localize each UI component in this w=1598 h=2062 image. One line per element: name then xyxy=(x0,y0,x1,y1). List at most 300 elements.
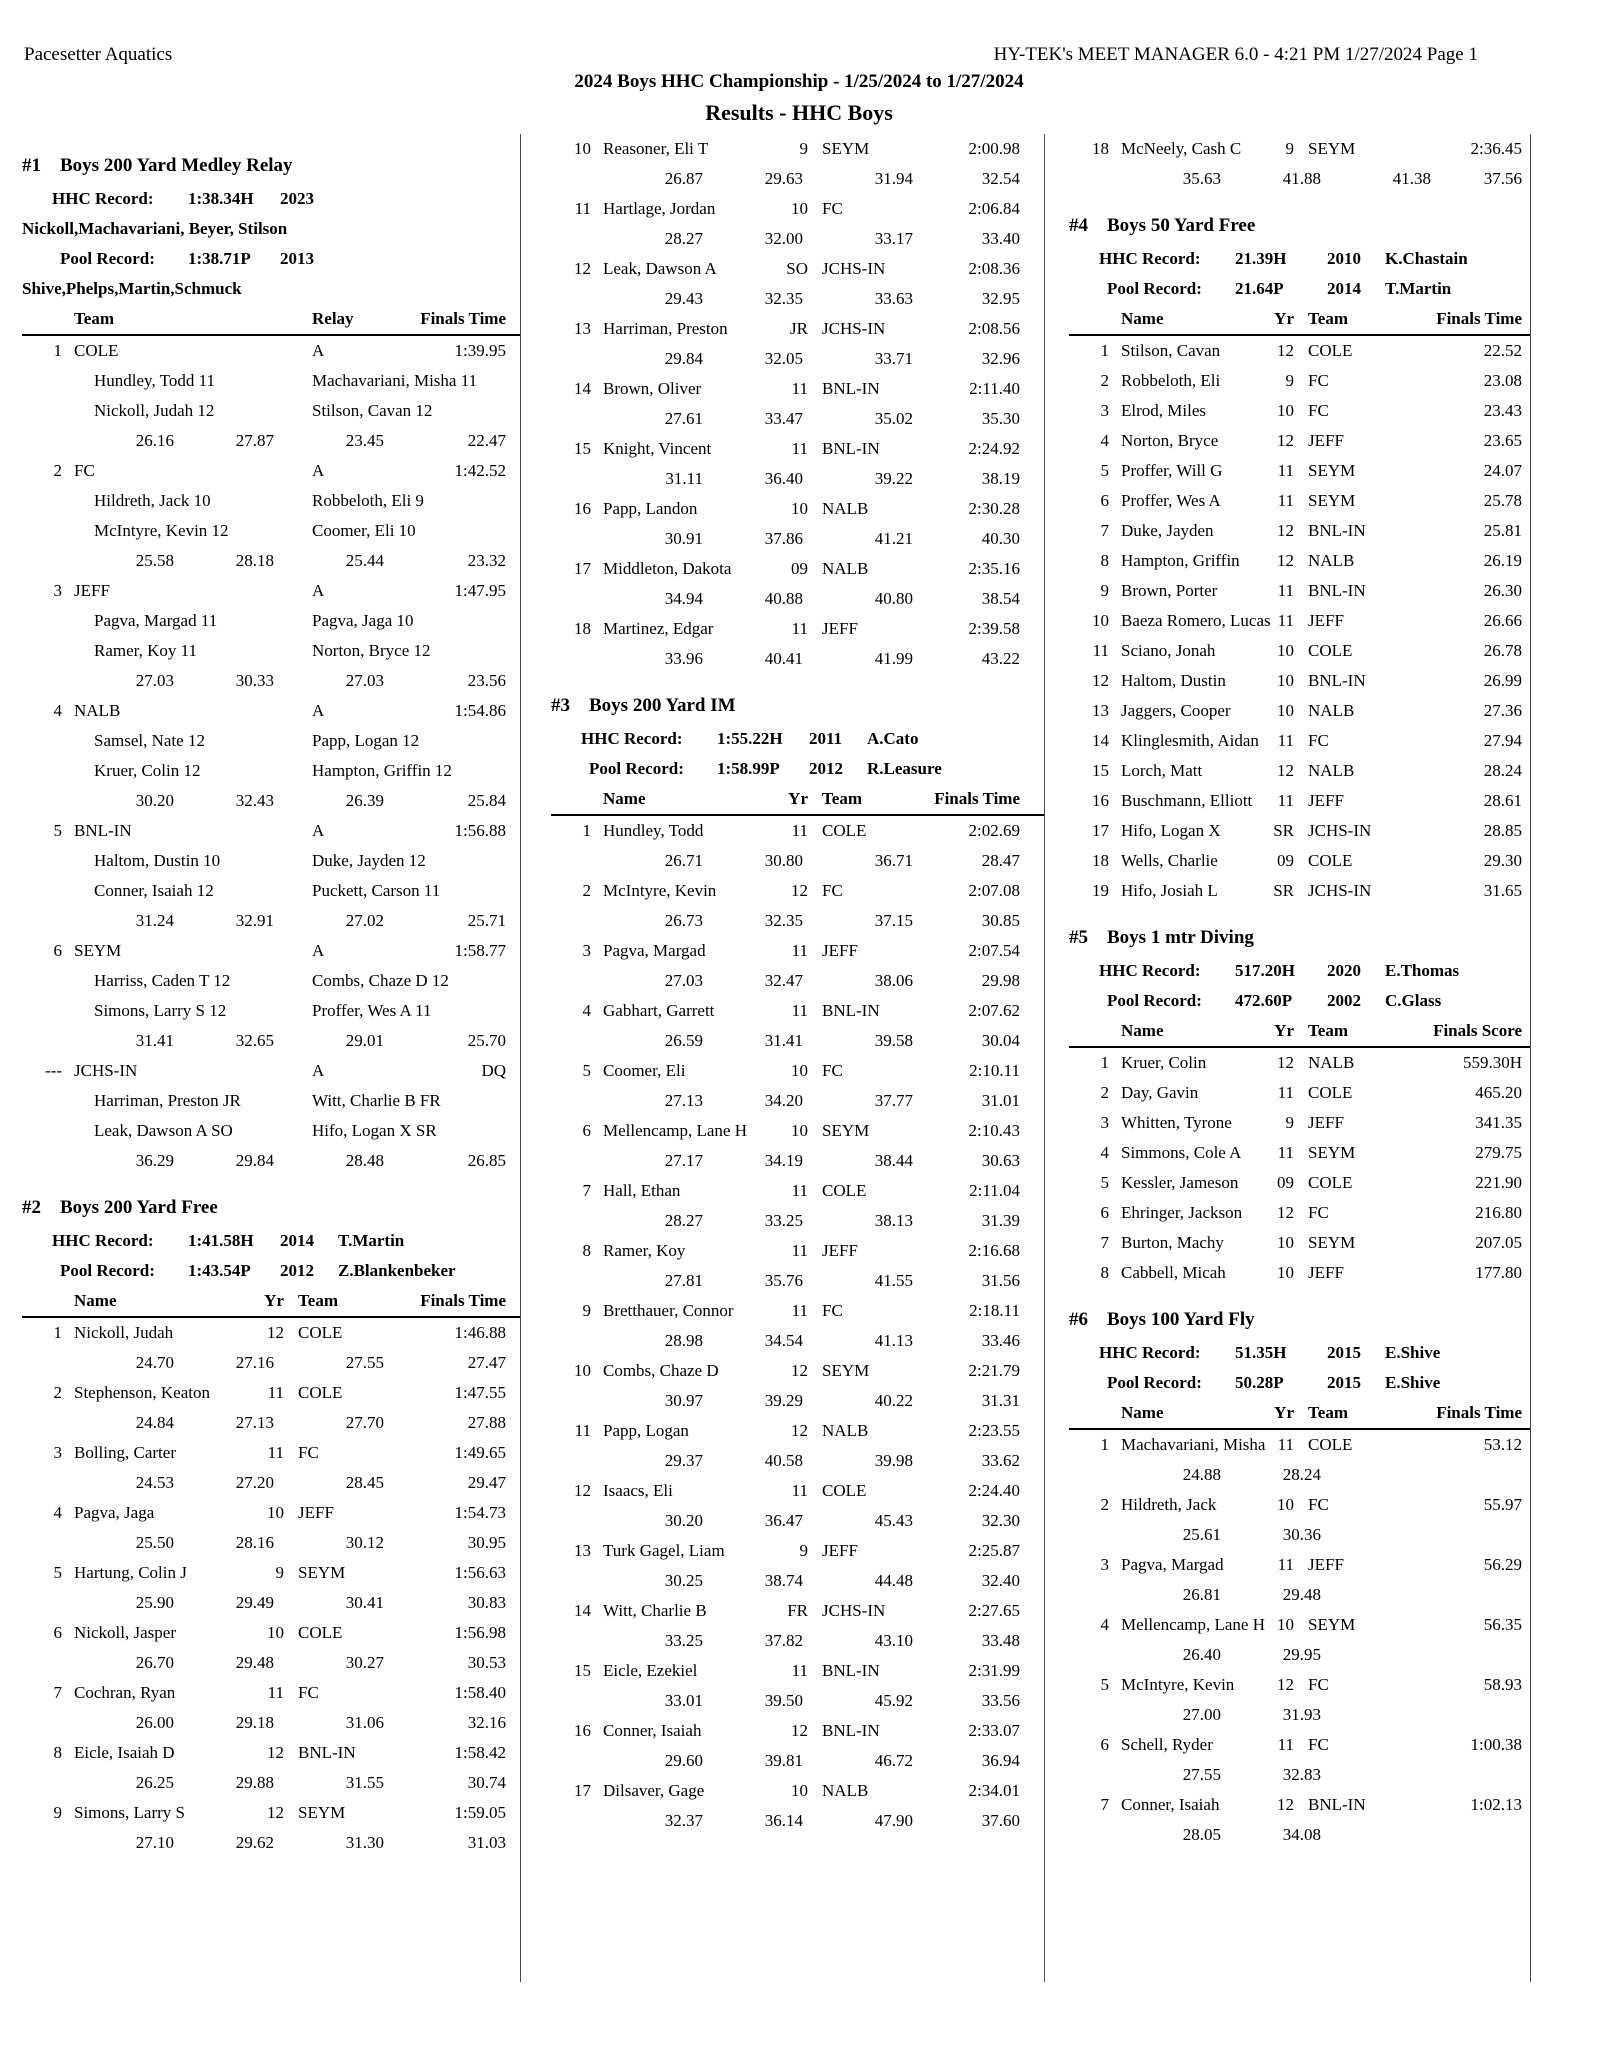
team-name: BNL-IN xyxy=(298,1743,356,1762)
team-name: SEYM xyxy=(822,1121,870,1140)
split-time: 28.27 xyxy=(664,229,703,248)
split-time: 31.55 xyxy=(345,1773,384,1792)
finals-time: 177.80 xyxy=(1475,1263,1522,1282)
split-time: 31.01 xyxy=(981,1091,1020,1110)
place-cell: 14 xyxy=(574,379,591,398)
swimmer-name: Combs, Chaze D xyxy=(603,1361,719,1380)
split-time xyxy=(1431,1520,1522,1550)
record-label: Pool Record: xyxy=(1107,279,1202,298)
split-time: 31.30 xyxy=(345,1833,384,1852)
year-cell: 11 xyxy=(1277,1735,1294,1754)
swimmer-name: Papp, Logan 12 xyxy=(312,731,420,750)
place-cell: 3 xyxy=(1100,401,1109,420)
finals-time: 2:24.40 xyxy=(968,1481,1020,1500)
split-time: 32.00 xyxy=(764,229,803,248)
swimmer-name: Leak, Dawson A SO xyxy=(94,1121,233,1140)
split-time xyxy=(1431,1580,1522,1610)
split-time: 29.95 xyxy=(1282,1645,1321,1664)
record-value: 1:41.58H xyxy=(188,1231,254,1250)
finals-time: 1:47.95 xyxy=(454,581,506,600)
split-time: 40.22 xyxy=(874,1391,913,1410)
results-header xyxy=(22,1286,520,1318)
split-time: 36.29 xyxy=(135,1151,174,1170)
record-value: 472.60P xyxy=(1235,991,1293,1010)
year-cell: 11 xyxy=(791,379,808,398)
result-row xyxy=(551,1596,1044,1626)
page-header xyxy=(0,0,1598,66)
team-name: NALB xyxy=(822,559,869,578)
finals-time: 2:11.04 xyxy=(969,1181,1020,1200)
swimmer-name: Klinglesmith, Aidan xyxy=(1121,731,1259,750)
split-time: 32.05 xyxy=(764,349,803,368)
year-cell: 11 xyxy=(1277,581,1294,600)
team-name: FC xyxy=(1308,1203,1329,1222)
record-label: HHC Record: xyxy=(581,729,683,748)
record-holder: Z.Blankenbeker xyxy=(338,1261,456,1280)
swimmer-name: Nickoll, Judah 12 xyxy=(94,401,215,420)
split-time: 36.94 xyxy=(981,1751,1020,1770)
year-cell: 11 xyxy=(267,1683,284,1702)
split-time: 29.48 xyxy=(1282,1585,1321,1604)
split-time: 37.82 xyxy=(764,1631,803,1650)
split-time: 32.30 xyxy=(981,1511,1020,1530)
record-holder xyxy=(338,244,520,274)
swimmer-name: Nickoll, Judah xyxy=(74,1323,174,1342)
swimmer-name: Cochran, Ryan xyxy=(74,1683,176,1702)
finals-time: 23.65 xyxy=(1483,431,1522,450)
result-row xyxy=(551,1176,1044,1206)
result-row xyxy=(1069,756,1530,786)
header-team: Team xyxy=(1308,1403,1348,1422)
finals-time: 26.66 xyxy=(1483,611,1522,630)
swimmer-name: Knight, Vincent xyxy=(603,439,712,458)
result-row xyxy=(551,134,1044,164)
split-time: 27.10 xyxy=(135,1833,174,1852)
split-time: 27.47 xyxy=(467,1353,506,1372)
split-time: 33.96 xyxy=(664,649,703,668)
finals-time: 216.80 xyxy=(1475,1203,1522,1222)
team-name: JCHS-IN xyxy=(822,1601,886,1620)
swimmer-name: Stilson, Cavan 12 xyxy=(312,401,433,420)
year-cell: 12 xyxy=(1277,1795,1294,1814)
split-time: 34.54 xyxy=(764,1331,803,1350)
split-time: 29.49 xyxy=(235,1593,274,1612)
split-time: 38.06 xyxy=(874,971,913,990)
finals-time: 22.52 xyxy=(1483,341,1522,360)
year-cell: SR xyxy=(1273,881,1294,900)
finals-time: 28.85 xyxy=(1483,821,1522,840)
finals-time: 58.93 xyxy=(1483,1675,1522,1694)
splits-row xyxy=(1069,1640,1530,1670)
year-cell: 11 xyxy=(791,1241,808,1260)
finals-time: 559.30H xyxy=(1462,1053,1522,1072)
place-cell: 3 xyxy=(582,941,591,960)
relay-swimmers-row xyxy=(22,846,520,876)
split-time: 27.61 xyxy=(664,409,703,428)
swimmer-name: Bolling, Carter xyxy=(74,1443,176,1462)
place-cell: 12 xyxy=(1092,671,1109,690)
team-name: JEFF xyxy=(822,1541,858,1560)
year-cell: 12 xyxy=(1277,341,1294,360)
finals-time: 23.08 xyxy=(1483,371,1522,390)
splits-row xyxy=(551,1626,1044,1656)
relay-swimmers-row xyxy=(22,876,520,906)
swimmer-name: Kruer, Colin xyxy=(1121,1053,1207,1072)
header-name: Name xyxy=(1121,309,1164,328)
team-name: BNL-IN xyxy=(822,1001,880,1020)
split-time: 37.56 xyxy=(1483,169,1522,188)
team-name: SEYM xyxy=(74,941,122,960)
place-cell: 5 xyxy=(1100,1675,1109,1694)
swimmer-name: Mellencamp, Lane H xyxy=(603,1121,747,1140)
header-team: Team xyxy=(74,309,114,328)
split-time: 28.16 xyxy=(235,1533,274,1552)
header-place xyxy=(22,304,62,334)
split-time xyxy=(1431,1460,1522,1490)
results-header xyxy=(22,304,520,336)
record-holder: T.Martin xyxy=(1385,279,1452,298)
swimmer-name: Puckett, Carson 11 xyxy=(312,881,441,900)
swimmer-name: Pagva, Margad 11 xyxy=(94,611,218,630)
record-label: Pool Record: xyxy=(589,759,684,778)
relay-letter: A xyxy=(312,581,325,600)
team-name: SEYM xyxy=(822,139,870,158)
result-row xyxy=(551,1716,1044,1746)
year-cell: 11 xyxy=(267,1383,284,1402)
split-time: 37.15 xyxy=(874,911,913,930)
swimmer-name: McIntyre, Kevin 12 xyxy=(94,521,229,540)
team-name: FC xyxy=(298,1443,319,1462)
header-team: Team xyxy=(1308,309,1348,328)
split-time: 39.50 xyxy=(764,1691,803,1710)
split-time: 32.96 xyxy=(981,349,1020,368)
record-line xyxy=(1069,1338,1530,1368)
split-time: 34.19 xyxy=(764,1151,803,1170)
result-row xyxy=(551,936,1044,966)
finals-time: 2:36.45 xyxy=(1470,139,1522,158)
year-cell: 12 xyxy=(1277,551,1294,570)
place-cell: 4 xyxy=(53,1503,62,1522)
swimmer-name: Norton, Bryce xyxy=(1121,431,1219,450)
swimmer-name: Witt, Charlie B FR xyxy=(312,1091,441,1110)
split-time: 40.58 xyxy=(764,1451,803,1470)
place-cell: 5 xyxy=(1100,1173,1109,1192)
result-row xyxy=(22,1798,520,1828)
record-value: 50.28P xyxy=(1235,1373,1284,1392)
split-time: 28.98 xyxy=(664,1331,703,1350)
split-time: 28.24 xyxy=(1282,1465,1321,1484)
swimmer-name: Schell, Ryder xyxy=(1121,1735,1213,1754)
swimmer-name: Ehringer, Jackson xyxy=(1121,1203,1243,1222)
year-cell: 11 xyxy=(1277,1435,1294,1454)
split-time: 33.56 xyxy=(981,1691,1020,1710)
record-year: 2015 xyxy=(1327,1343,1361,1362)
relay-swimmers-row xyxy=(22,1086,520,1116)
split-time: 27.13 xyxy=(235,1413,274,1432)
finals-time: 25.81 xyxy=(1483,521,1522,540)
split-time: 29.48 xyxy=(235,1653,274,1672)
place-cell: 6 xyxy=(1100,1735,1109,1754)
split-time: 29.84 xyxy=(664,349,703,368)
swimmer-name: Pagva, Jaga xyxy=(74,1503,155,1522)
finals-time: 31.65 xyxy=(1483,881,1522,900)
place-cell: 17 xyxy=(574,1781,591,1800)
split-time: 33.62 xyxy=(981,1451,1020,1470)
year-cell: 10 xyxy=(1277,1615,1294,1634)
team-name: COLE xyxy=(1308,641,1353,660)
finals-time: 56.29 xyxy=(1483,1555,1522,1574)
record-holder: E.Shive xyxy=(1385,1373,1441,1392)
header-finals: Finals Time xyxy=(1436,1403,1522,1422)
team-name: FC xyxy=(822,1061,843,1080)
record-year: 2015 xyxy=(1327,1373,1361,1392)
split-time: 27.55 xyxy=(345,1353,384,1372)
year-cell: 10 xyxy=(267,1503,284,1522)
team-name: COLE xyxy=(298,1623,343,1642)
header-year: Yr xyxy=(1274,1403,1294,1422)
record-label: HHC Record: xyxy=(1099,1343,1201,1362)
year-cell: FR xyxy=(787,1601,808,1620)
place-cell: 2 xyxy=(1100,371,1109,390)
result-row xyxy=(551,254,1044,284)
record-year: 2014 xyxy=(280,1231,314,1250)
place-cell: --- xyxy=(45,1061,62,1080)
place-cell: 3 xyxy=(1100,1113,1109,1132)
record-value: 1:38.34H xyxy=(188,189,254,208)
swimmer-name: Robbeloth, Eli xyxy=(1121,371,1221,390)
swimmer-name: Hartung, Colin J xyxy=(74,1563,187,1582)
split-time: 41.21 xyxy=(874,529,913,548)
split-time: 37.77 xyxy=(874,1091,913,1110)
split-time: 35.30 xyxy=(981,409,1020,428)
team-name: JCHS-IN xyxy=(822,319,886,338)
year-cell: 9 xyxy=(1285,371,1294,390)
splits-row xyxy=(1069,1520,1530,1550)
team-name: FC xyxy=(1308,401,1329,420)
swimmer-name: Mellencamp, Lane H xyxy=(1121,1615,1265,1634)
swimmer-name: Simons, Larry S xyxy=(74,1803,185,1822)
year-cell: 11 xyxy=(1277,791,1294,810)
record-line xyxy=(1069,986,1530,1016)
record-value: 1:58.99P xyxy=(717,759,780,778)
place-cell: 3 xyxy=(1100,1555,1109,1574)
event-number: #1 xyxy=(22,155,41,176)
result-row xyxy=(551,1656,1044,1686)
finals-time: 2:31.99 xyxy=(968,1661,1020,1680)
place-cell: 7 xyxy=(1100,1795,1109,1814)
split-time: 27.13 xyxy=(664,1091,703,1110)
result-row xyxy=(1069,666,1530,696)
split-time: 32.16 xyxy=(467,1713,506,1732)
swimmer-name: Simons, Larry S 12 xyxy=(94,1001,227,1020)
finals-time: 2:21.79 xyxy=(968,1361,1020,1380)
finals-time: 2:23.55 xyxy=(968,1421,1020,1440)
split-time: 33.71 xyxy=(874,349,913,368)
record-line xyxy=(1069,1368,1530,1398)
relay-swimmers-row xyxy=(22,756,520,786)
finals-time: 1:58.77 xyxy=(454,941,506,960)
swimmer-name: Proffer, Wes A 11 xyxy=(312,1001,432,1020)
swimmer-name: Lorch, Matt xyxy=(1121,761,1203,780)
splits-row xyxy=(22,1588,520,1618)
finals-time: 2:10.43 xyxy=(968,1121,1020,1140)
year-cell: 10 xyxy=(1277,1495,1294,1514)
record-holder: E.Thomas xyxy=(1385,961,1460,980)
finals-time: 2:24.92 xyxy=(968,439,1020,458)
split-time: 30.20 xyxy=(664,1511,703,1530)
swimmer-name: Elrod, Miles xyxy=(1121,401,1206,420)
split-time: 27.17 xyxy=(664,1151,703,1170)
team-name: JEFF xyxy=(822,941,858,960)
splits-row xyxy=(551,1026,1044,1056)
place-cell: 5 xyxy=(1100,461,1109,480)
finals-time: 26.30 xyxy=(1483,581,1522,600)
result-row xyxy=(551,494,1044,524)
place-cell: 10 xyxy=(574,1361,591,1380)
swimmer-name: Kruer, Colin 12 xyxy=(94,761,201,780)
result-row xyxy=(551,374,1044,404)
finals-time: 2:02.69 xyxy=(968,821,1020,840)
relay-swimmers-row xyxy=(22,1116,520,1146)
year-cell: 12 xyxy=(1277,431,1294,450)
split-time: 26.71 xyxy=(664,851,703,870)
result-row xyxy=(22,1618,520,1648)
place-cell: 8 xyxy=(53,1743,62,1762)
split-time: 27.02 xyxy=(345,911,384,930)
split-time xyxy=(1431,1700,1522,1730)
splits-row xyxy=(551,1146,1044,1176)
swimmer-name: Sciano, Jonah xyxy=(1121,641,1216,660)
place-cell: 13 xyxy=(574,319,591,338)
record-holder: K.Chastain xyxy=(1385,249,1468,268)
place-cell: 7 xyxy=(582,1181,591,1200)
header-name: Name xyxy=(603,789,646,808)
result-row xyxy=(551,314,1044,344)
split-time: 26.39 xyxy=(345,791,384,810)
result-row xyxy=(1069,1790,1530,1820)
split-time: 28.47 xyxy=(981,851,1020,870)
year-cell: 10 xyxy=(1277,1233,1294,1252)
relay-letter: A xyxy=(312,821,325,840)
record-label: Pool Record: xyxy=(60,249,155,268)
finals-time: 2:35.16 xyxy=(968,559,1020,578)
team-name: JEFF xyxy=(1308,431,1344,450)
swimmer-name: McNeely, Cash C xyxy=(1121,139,1242,158)
relay-swimmers-row xyxy=(22,606,520,636)
place-cell: 4 xyxy=(53,701,62,720)
swimmer-name: Hampton, Griffin 12 xyxy=(312,761,452,780)
swimmer-name: Duke, Jayden xyxy=(1121,521,1214,540)
year-cell: 9 xyxy=(1285,1113,1294,1132)
swimmer-name: Brown, Oliver xyxy=(603,379,702,398)
split-time: 41.55 xyxy=(874,1271,913,1290)
event-name: Boys 200 Yard Free xyxy=(60,1197,218,1218)
swimmer-name: Hifo, Logan X SR xyxy=(312,1121,437,1140)
split-time: 38.74 xyxy=(764,1571,803,1590)
split-time: 33.17 xyxy=(874,229,913,248)
team-name: FC xyxy=(1308,1495,1329,1514)
team-name: FC xyxy=(822,199,843,218)
record-year: 2023 xyxy=(280,189,314,208)
place-cell: 6 xyxy=(582,1121,591,1140)
record-holder-note: Shive,Phelps,Martin,Schmuck xyxy=(22,279,242,298)
result-row xyxy=(1069,366,1530,396)
finals-time: 2:27.65 xyxy=(968,1601,1020,1620)
split-time: 43.10 xyxy=(874,1631,913,1650)
year-cell: 10 xyxy=(1277,701,1294,720)
result-row xyxy=(1069,636,1530,666)
finals-time: 26.78 xyxy=(1483,641,1522,660)
split-time: 29.63 xyxy=(764,169,803,188)
swimmer-name: Hundley, Todd 11 xyxy=(94,371,215,390)
swimmer-name: McIntyre, Kevin xyxy=(1121,1675,1235,1694)
event-title xyxy=(1069,920,1530,956)
swimmer-name: Harriman, Preston JR xyxy=(94,1091,241,1110)
report-title: Results - HHC Boys xyxy=(705,100,893,125)
split-time: 32.65 xyxy=(235,1031,274,1050)
relay-result-row xyxy=(22,816,520,846)
place-cell: 1 xyxy=(53,1323,62,1342)
split-time: 36.40 xyxy=(764,469,803,488)
split-time: 31.41 xyxy=(764,1031,803,1050)
finals-time: 1:00.38 xyxy=(1470,1735,1522,1754)
year-cell: 10 xyxy=(791,1781,808,1800)
splits-row xyxy=(22,426,520,456)
year-cell: 12 xyxy=(267,1743,284,1762)
split-time: 40.30 xyxy=(981,529,1020,548)
finals-time: 1:54.73 xyxy=(454,1503,506,1522)
split-time: 33.48 xyxy=(981,1631,1020,1650)
finals-time: 56.35 xyxy=(1483,1615,1522,1634)
split-time: 30.53 xyxy=(467,1653,506,1672)
result-row xyxy=(1069,1610,1530,1640)
header-finals: Finals Time xyxy=(1436,309,1522,328)
record-holder-note: Nickoll,Machavariani, Beyer, Stilson xyxy=(22,219,288,238)
finals-time: 53.12 xyxy=(1483,1435,1522,1454)
record-line xyxy=(22,1256,520,1286)
split-time: 30.74 xyxy=(467,1773,506,1792)
results-header xyxy=(1069,1016,1530,1048)
split-time: 46.72 xyxy=(874,1751,913,1770)
place-cell: 3 xyxy=(53,581,62,600)
splits-row xyxy=(22,1026,520,1056)
swimmer-name: Kessler, Jameson xyxy=(1121,1173,1239,1192)
split-time: 41.88 xyxy=(1282,169,1321,188)
results-header xyxy=(1069,1398,1530,1430)
results-columns xyxy=(22,134,1598,1982)
year-cell: 11 xyxy=(1277,1143,1294,1162)
splits-row xyxy=(551,584,1044,614)
relay-letter: A xyxy=(312,941,325,960)
relay-letter: A xyxy=(312,701,325,720)
split-time: 39.81 xyxy=(764,1751,803,1770)
place-cell: 15 xyxy=(574,1661,591,1680)
header-place xyxy=(1069,1016,1109,1046)
team-name: JEFF xyxy=(1308,611,1344,630)
result-row xyxy=(551,1476,1044,1506)
split-time: 26.70 xyxy=(135,1653,174,1672)
year-cell: 10 xyxy=(1277,1263,1294,1282)
finals-time: 2:16.68 xyxy=(968,1241,1020,1260)
splits-row xyxy=(551,1206,1044,1236)
event-number: #2 xyxy=(22,1197,41,1218)
split-time: 27.16 xyxy=(235,1353,274,1372)
place-cell: 4 xyxy=(1100,1143,1109,1162)
relay-swimmers-row xyxy=(22,396,520,426)
meet-title: 2024 Boys HHC Championship - 1/25/2024 to 1/27/2024 xyxy=(574,71,1024,92)
header-finals: Finals Time xyxy=(934,789,1020,808)
record-year: 2014 xyxy=(1327,279,1361,298)
